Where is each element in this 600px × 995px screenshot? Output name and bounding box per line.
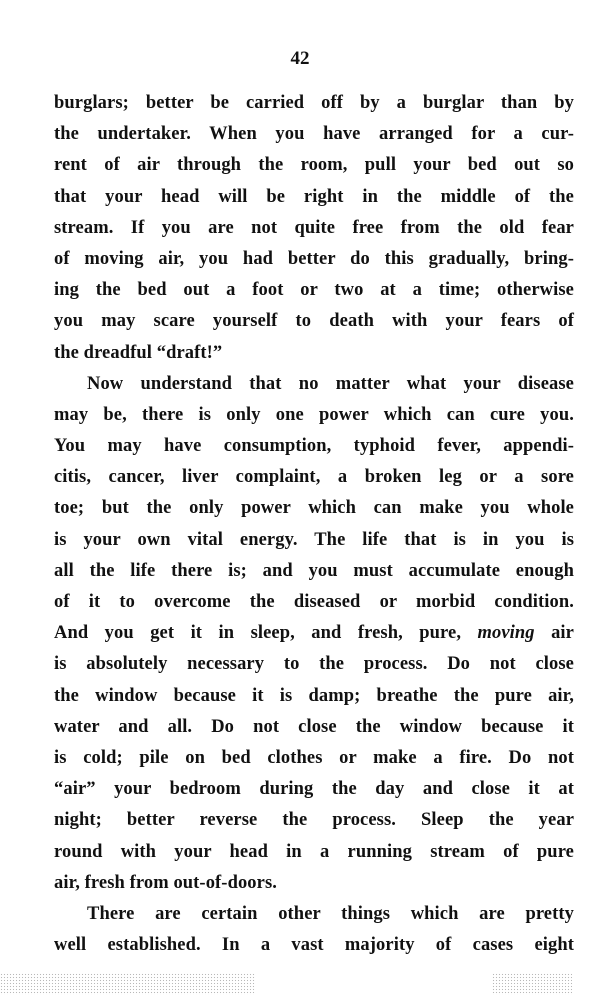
- text-line: of it to overcome the diseased or morbid condition.: [54, 592, 574, 612]
- page-body: [54, 88, 574, 961]
- text-line: You may have consumption, typhoid fever, appendi-: [54, 436, 574, 457]
- paragraph: [54, 899, 574, 961]
- text-line: stream. If you are not quite free from the old fear: [54, 217, 574, 238]
- paragraph: [54, 369, 574, 899]
- text-line: There are certain other things which are pretty: [87, 903, 574, 924]
- text-line: Now understand that no matter what your disease: [87, 373, 574, 394]
- text-line: you may scare yourself to death with your fears of: [54, 311, 574, 332]
- text-line: water and all. Do not close the window because it: [54, 716, 574, 737]
- text-line: burglars; better be carried off by a burglar than by: [54, 93, 574, 113]
- text-line: And you get it in sleep, and fresh, pure, moving air: [54, 623, 574, 644]
- text-line: night; better reverse the process. Sleep the year: [54, 810, 574, 831]
- text-line: the dreadful “draft!”: [54, 342, 223, 363]
- text-line: all the life there is; and you must accumulate enough: [54, 560, 574, 581]
- paragraph: [54, 88, 574, 369]
- scan-noise: [0, 973, 255, 995]
- text-line: citis, cancer, liver complaint, a broken leg or a sore: [54, 467, 574, 488]
- text-line: rent of air through the room, pull your bed out so: [54, 155, 574, 176]
- text-line: is absolutely necessary to the process. Do not close: [54, 654, 574, 675]
- text-line: well established. In a vast majority of cases eight: [54, 935, 574, 956]
- text-line: toe; but the only power which can make you whole: [54, 498, 574, 519]
- text-line: that your head will be right in the middle of the: [54, 186, 574, 207]
- text-line: is cold; pile on bed clothes or make a fire. Do not: [54, 747, 574, 768]
- text-line: of moving air, you had better do this gradually, bring-: [54, 248, 574, 269]
- text-line: air, fresh from out-of-doors.: [54, 872, 277, 893]
- scan-noise: [492, 973, 572, 995]
- text-line: “air” your bedroom during the day and close it at: [54, 779, 574, 800]
- page-number: 42: [290, 48, 310, 69]
- text-line: is your own vital energy. The life that is in you is: [54, 529, 574, 550]
- text-line: the undertaker. When you have arranged for a cur-: [54, 124, 574, 145]
- text-line: the window because it is damp; breathe the pure air,: [54, 685, 574, 706]
- text-line: round with your head in a running stream of pure: [54, 841, 574, 862]
- text-line: may be, there is only one power which can cure you.: [54, 404, 574, 425]
- text-line: ing the bed out a foot or two at a time; otherwise: [54, 280, 574, 301]
